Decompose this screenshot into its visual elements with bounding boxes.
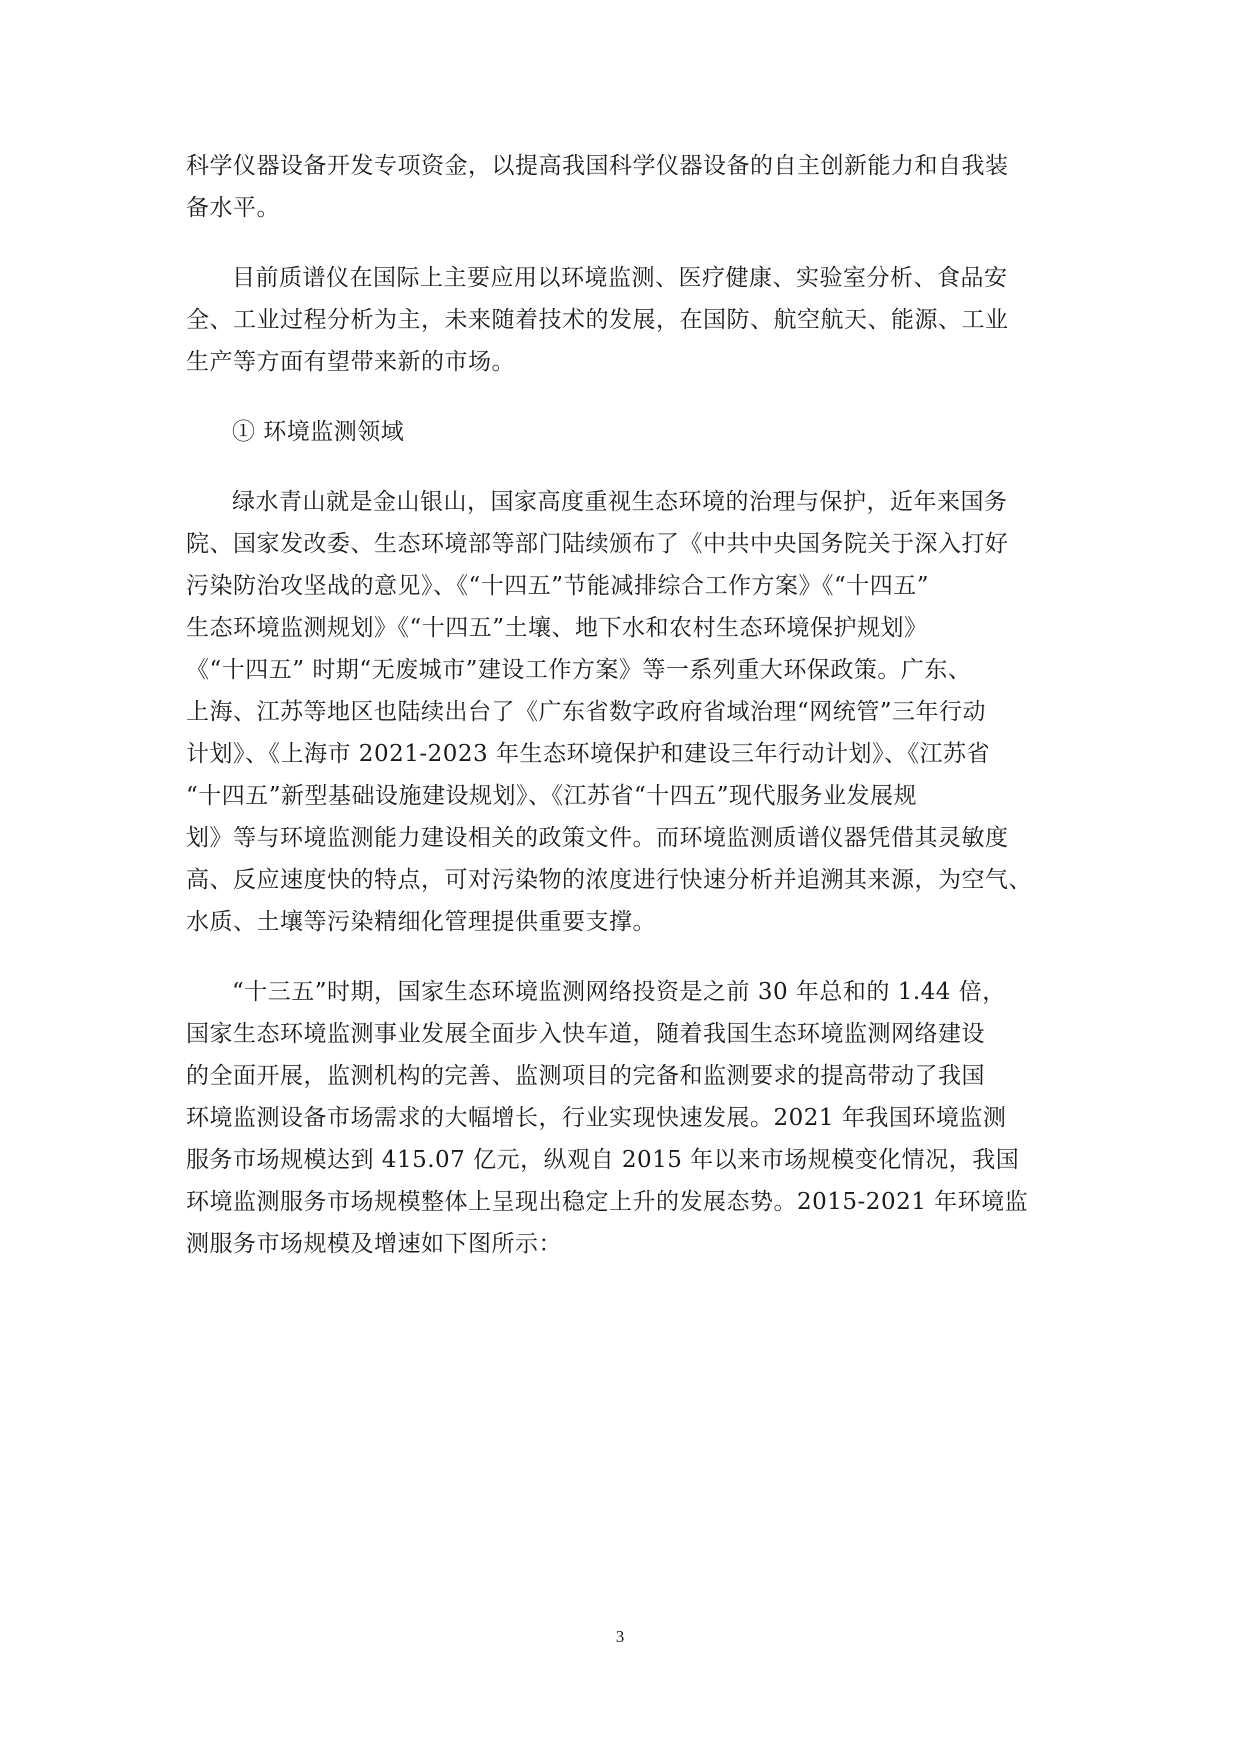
text-line: 上海、江苏等地区也陆续出台了《广东省数字政府省域治理“网统管”三年行动 [186, 699, 987, 725]
paragraph-applications [186, 257, 1066, 383]
paragraph-policy [186, 481, 1066, 943]
text-line: “十四五”新型基础设施建设规划》、《江苏省“十四五”现代服务业发展规 [186, 783, 918, 809]
text-line: 环境监测设备市场需求的大幅增长，行业实现快速发展。2021 年我国环境监测 [186, 1105, 1007, 1131]
text-line: 环境监测服务市场规模整体上呈现出稳定上升的发展态势。2015-2021 年环境监 [186, 1189, 1029, 1215]
text-line: 绿水青山就是金山银山，国家高度重视生态环境的治理与保护，近年来国务 [232, 489, 1008, 515]
text-line: 的全面开展，监测机构的完善、监测项目的完备和监测要求的提高带动了我国 [186, 1063, 985, 1089]
text-line: 《“十四五” 时期“无废城市”建设工作方案》等一系列重大环保政策。广东、 [186, 657, 972, 683]
page-number: 3 [615, 1627, 625, 1646]
text-line: “十三五”时期，国家生态环境监测网络投资是之前 30 年总和的 1.44 倍， [232, 979, 1006, 1005]
text-line: 高、反应速度快的特点，可对污染物的浓度进行快速分析并追溯其来源，为空气、 [186, 867, 1032, 893]
text-line: 院、国家发改委、生态环境部等部门陆续颁布了《中共中央国务院关于深入打好 [186, 531, 1009, 557]
text-line: 科学仪器设备开发专项资金，以提高我国科学仪器设备的自主创新能力和自我装 [186, 153, 1009, 179]
text-line: 水质、土壤等污染精细化管理提供重要支撑。 [186, 909, 656, 935]
text-line: 划》等与环境监测能力建设相关的政策文件。而环境监测质谱仪器凭借其灵敏度 [186, 825, 1009, 851]
text-line: 生态环境监测规划》《“十四五”土壤、地下水和农村生态环境保护规划》 [186, 615, 928, 641]
section-heading: ① 环境监测领域 [232, 419, 405, 445]
paragraph-continuation [186, 145, 1066, 229]
text-line: 生产等方面有望带来新的市场。 [186, 349, 515, 375]
text-line: 污染防治攻坚战的意见》、《“十四五”节能减排综合工作方案》《“十四五” [186, 573, 930, 599]
text-line: 服务市场规模达到 415.07 亿元，纵观自 2015 年以来市场规模变化情况，我国 [186, 1147, 1020, 1173]
body-text [186, 145, 1066, 1293]
text-line: 备水平。 [186, 195, 280, 221]
text-line: 计划》、《上海市 2021-2023 年生态环境保护和建设三年行动计划》、《江苏省 [186, 741, 990, 767]
text-line: 国家生态环境监测事业发展全面步入快车道，随着我国生态环境监测网络建设 [186, 1021, 985, 1047]
text-line: 全、工业过程分析为主，未来随着技术的发展，在国防、航空航天、能源、工业 [186, 307, 1009, 333]
text-line: 目前质谱仪在国际上主要应用以环境监测、医疗健康、实验室分析、食品安 [232, 265, 1008, 291]
text-line: 测服务市场规模及增速如下图所示： [186, 1231, 562, 1257]
paragraph-market [186, 971, 1066, 1265]
